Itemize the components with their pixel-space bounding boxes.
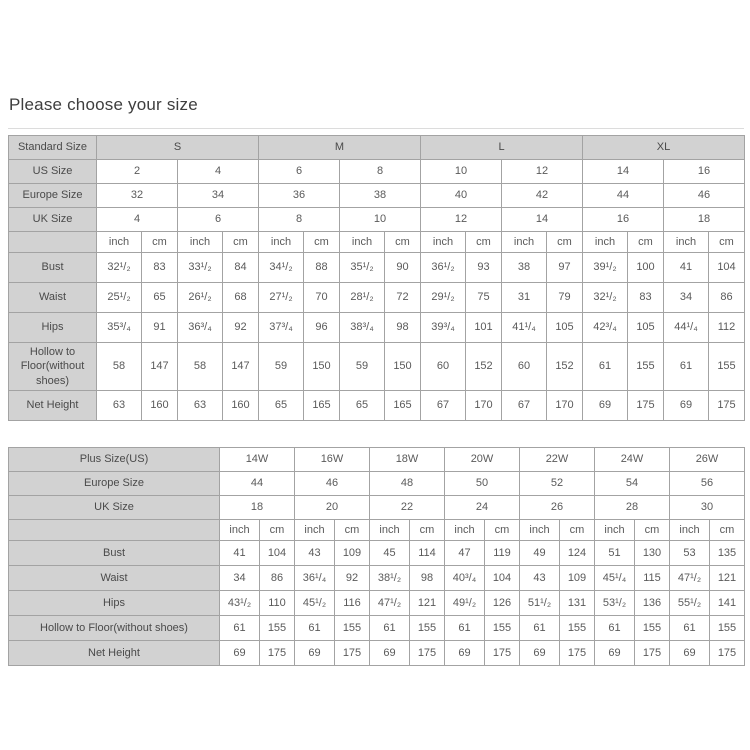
measure-value-cell: 68: [223, 283, 259, 313]
measure-value-cell: 59: [259, 343, 304, 391]
measure-value-cell: 35³/₄: [97, 313, 142, 343]
measure-value-cell: 109: [560, 565, 595, 590]
measure-value-cell: 42³/₄: [583, 313, 628, 343]
size-value-cell: 24: [445, 495, 520, 519]
size-value-cell: 16: [664, 160, 745, 184]
measure-value-cell: 155: [335, 615, 370, 640]
measure-value-cell: 59: [340, 343, 385, 391]
measure-value-cell: 88: [304, 253, 340, 283]
measure-value-cell: 155: [709, 343, 745, 391]
size-value-cell: 16W: [295, 447, 370, 471]
size-value-cell: 22W: [520, 447, 595, 471]
measure-value-cell: 65: [259, 390, 304, 420]
measure-value-cell: 90: [385, 253, 421, 283]
measure-value-cell: 69: [670, 640, 710, 665]
row-label-cell: Net Height: [9, 640, 220, 665]
size-value-cell: 24W: [595, 447, 670, 471]
size-value-cell: 6: [178, 208, 259, 232]
size-value-cell: 8: [340, 160, 421, 184]
measure-value-cell: 104: [709, 253, 745, 283]
size-value-cell: 10: [421, 160, 502, 184]
size-value-cell: 18W: [370, 447, 445, 471]
measure-value-cell: 147: [142, 343, 178, 391]
measure-value-cell: 165: [385, 390, 421, 420]
size-value-cell: 32: [97, 184, 178, 208]
size-value-cell: 14: [583, 160, 664, 184]
measure-value-cell: 45¹/₂: [295, 590, 335, 615]
unit-header-cell: cm: [335, 519, 370, 540]
measure-value-cell: 61: [370, 615, 410, 640]
measure-value-cell: 175: [260, 640, 295, 665]
measure-value-cell: 83: [142, 253, 178, 283]
measure-value-cell: 175: [485, 640, 520, 665]
unit-header-cell: inch: [520, 519, 560, 540]
measure-value-cell: 150: [304, 343, 340, 391]
measure-value-cell: 104: [485, 565, 520, 590]
measure-value-cell: 41¹/₄: [502, 313, 547, 343]
measure-value-cell: 36¹/₄: [295, 565, 335, 590]
measure-value-cell: 75: [466, 283, 502, 313]
measure-value-cell: 136: [635, 590, 670, 615]
unit-header-cell: inch: [220, 519, 260, 540]
unit-header-cell: cm: [260, 519, 295, 540]
measure-value-cell: 55¹/₂: [670, 590, 710, 615]
row-label-cell: Hips: [9, 590, 220, 615]
measure-value-cell: 100: [628, 253, 664, 283]
size-value-cell: 46: [664, 184, 745, 208]
size-value-cell: 56: [670, 471, 745, 495]
row-label-cell: Bust: [9, 540, 220, 565]
measure-value-cell: 155: [628, 343, 664, 391]
size-value-cell: 44: [583, 184, 664, 208]
measure-value-cell: 60: [502, 343, 547, 391]
measure-value-cell: 53: [670, 540, 710, 565]
measure-value-cell: 45: [370, 540, 410, 565]
measure-value-cell: 61: [445, 615, 485, 640]
measure-value-cell: 175: [560, 640, 595, 665]
unit-header-cell: cm: [410, 519, 445, 540]
size-value-cell: 18: [664, 208, 745, 232]
size-group-cell: XL: [583, 136, 745, 160]
measure-value-cell: 150: [385, 343, 421, 391]
row-label-cell: Europe Size: [9, 184, 97, 208]
measure-value-cell: 61: [664, 343, 709, 391]
size-value-cell: 34: [178, 184, 259, 208]
unit-header-cell: inch: [421, 232, 466, 253]
size-value-cell: 30: [670, 495, 745, 519]
measure-value-cell: 98: [385, 313, 421, 343]
measure-value-cell: 49¹/₂: [445, 590, 485, 615]
size-value-cell: 48: [370, 471, 445, 495]
measure-value-cell: 36¹/₂: [421, 253, 466, 283]
measure-value-cell: 86: [260, 565, 295, 590]
unit-header-cell: cm: [223, 232, 259, 253]
measure-value-cell: 69: [295, 640, 335, 665]
size-group-cell: L: [421, 136, 583, 160]
measure-value-cell: 47¹/₂: [370, 590, 410, 615]
size-value-cell: 36: [259, 184, 340, 208]
measure-value-cell: 61: [220, 615, 260, 640]
measure-value-cell: 61: [520, 615, 560, 640]
measure-value-cell: 105: [628, 313, 664, 343]
size-value-cell: 44: [220, 471, 295, 495]
row-label-cell: Hollow to Floor(without shoes): [9, 343, 97, 391]
measure-value-cell: 175: [410, 640, 445, 665]
measure-value-cell: 38: [502, 253, 547, 283]
measure-value-cell: 147: [223, 343, 259, 391]
measure-value-cell: 86: [709, 283, 745, 313]
measure-value-cell: 110: [260, 590, 295, 615]
measure-value-cell: 98: [410, 565, 445, 590]
unit-header-cell: cm: [304, 232, 340, 253]
measure-value-cell: 112: [709, 313, 745, 343]
measure-value-cell: 97: [547, 253, 583, 283]
measure-value-cell: 61: [670, 615, 710, 640]
unit-header-cell: inch: [583, 232, 628, 253]
measure-value-cell: 155: [485, 615, 520, 640]
row-label-cell: [9, 519, 220, 540]
measure-value-cell: 65: [340, 390, 385, 420]
unit-header-cell: inch: [295, 519, 335, 540]
row-label-cell: Waist: [9, 283, 97, 313]
measure-value-cell: 31: [502, 283, 547, 313]
measure-value-cell: 69: [445, 640, 485, 665]
unit-header-cell: inch: [340, 232, 385, 253]
size-value-cell: 2: [97, 160, 178, 184]
measure-value-cell: 63: [97, 390, 142, 420]
measure-value-cell: 26¹/₂: [178, 283, 223, 313]
measure-value-cell: 155: [560, 615, 595, 640]
measure-value-cell: 135: [710, 540, 745, 565]
measure-value-cell: 39³/₄: [421, 313, 466, 343]
measure-value-cell: 131: [560, 590, 595, 615]
unit-header-cell: cm: [635, 519, 670, 540]
measure-value-cell: 155: [635, 615, 670, 640]
size-value-cell: 40: [421, 184, 502, 208]
measure-value-cell: 152: [466, 343, 502, 391]
row-label-cell: Hips: [9, 313, 97, 343]
row-label-cell: Hollow to Floor(without shoes): [9, 615, 220, 640]
measure-value-cell: 32¹/₂: [583, 283, 628, 313]
measure-value-cell: 51¹/₂: [520, 590, 560, 615]
size-group-cell: M: [259, 136, 421, 160]
row-label-cell: UK Size: [9, 495, 220, 519]
size-value-cell: 12: [421, 208, 502, 232]
measure-value-cell: 126: [485, 590, 520, 615]
unit-header-cell: inch: [664, 232, 709, 253]
size-value-cell: 8: [259, 208, 340, 232]
measure-value-cell: 175: [709, 390, 745, 420]
measure-value-cell: 170: [547, 390, 583, 420]
measure-value-cell: 33¹/₂: [178, 253, 223, 283]
unit-header-cell: inch: [595, 519, 635, 540]
size-value-cell: 10: [340, 208, 421, 232]
measure-value-cell: 61: [595, 615, 635, 640]
measure-value-cell: 69: [583, 390, 628, 420]
measure-value-cell: 175: [335, 640, 370, 665]
measure-value-cell: 160: [223, 390, 259, 420]
unit-header-cell: inch: [670, 519, 710, 540]
measure-value-cell: 155: [710, 615, 745, 640]
size-group-cell: S: [97, 136, 259, 160]
size-value-cell: 42: [502, 184, 583, 208]
measure-value-cell: 43¹/₂: [220, 590, 260, 615]
measure-value-cell: 175: [628, 390, 664, 420]
measure-value-cell: 58: [97, 343, 142, 391]
unit-header-cell: cm: [466, 232, 502, 253]
unit-header-cell: cm: [547, 232, 583, 253]
measure-value-cell: 27¹/₂: [259, 283, 304, 313]
row-label-cell: [9, 232, 97, 253]
measure-value-cell: 41: [664, 253, 709, 283]
measure-value-cell: 72: [385, 283, 421, 313]
row-label-cell: Bust: [9, 253, 97, 283]
measure-value-cell: 84: [223, 253, 259, 283]
size-value-cell: 4: [178, 160, 259, 184]
size-value-cell: 14W: [220, 447, 295, 471]
measure-value-cell: 121: [710, 565, 745, 590]
size-value-cell: 16: [583, 208, 664, 232]
size-value-cell: 38: [340, 184, 421, 208]
measure-value-cell: 155: [410, 615, 445, 640]
size-value-cell: 20: [295, 495, 370, 519]
measure-value-cell: 69: [664, 390, 709, 420]
measure-value-cell: 41: [220, 540, 260, 565]
size-value-cell: 46: [295, 471, 370, 495]
size-value-cell: 14: [502, 208, 583, 232]
measure-value-cell: 58: [178, 343, 223, 391]
measure-value-cell: 38³/₄: [340, 313, 385, 343]
measure-value-cell: 67: [421, 390, 466, 420]
measure-value-cell: 35¹/₂: [340, 253, 385, 283]
measure-value-cell: 96: [304, 313, 340, 343]
measure-value-cell: 130: [635, 540, 670, 565]
measure-value-cell: 44¹/₄: [664, 313, 709, 343]
corner-label-cell: Standard Size: [9, 136, 97, 160]
measure-value-cell: 63: [178, 390, 223, 420]
measure-value-cell: 34¹/₂: [259, 253, 304, 283]
row-label-cell: Plus Size(US): [9, 447, 220, 471]
measure-value-cell: 155: [260, 615, 295, 640]
measure-value-cell: 152: [547, 343, 583, 391]
measure-value-cell: 51: [595, 540, 635, 565]
size-value-cell: 12: [502, 160, 583, 184]
measure-value-cell: 28¹/₂: [340, 283, 385, 313]
measure-value-cell: 141: [710, 590, 745, 615]
measure-value-cell: 49: [520, 540, 560, 565]
unit-header-cell: cm: [709, 232, 745, 253]
unit-header-cell: cm: [142, 232, 178, 253]
size-value-cell: 26: [520, 495, 595, 519]
measure-value-cell: 114: [410, 540, 445, 565]
measure-value-cell: 61: [295, 615, 335, 640]
unit-header-cell: inch: [370, 519, 410, 540]
measure-value-cell: 119: [485, 540, 520, 565]
title-divider: [8, 128, 744, 129]
measure-value-cell: 60: [421, 343, 466, 391]
size-value-cell: 6: [259, 160, 340, 184]
size-value-cell: 50: [445, 471, 520, 495]
measure-value-cell: 101: [466, 313, 502, 343]
row-label-cell: UK Size: [9, 208, 97, 232]
measure-value-cell: 65: [142, 283, 178, 313]
page-title: Please choose your size: [9, 95, 198, 114]
measure-value-cell: 37³/₄: [259, 313, 304, 343]
measure-value-cell: 40³/₄: [445, 565, 485, 590]
measure-value-cell: 92: [223, 313, 259, 343]
measure-value-cell: 109: [335, 540, 370, 565]
measure-value-cell: 170: [466, 390, 502, 420]
measure-value-cell: 53¹/₂: [595, 590, 635, 615]
size-value-cell: 26W: [670, 447, 745, 471]
measure-value-cell: 83: [628, 283, 664, 313]
measure-value-cell: 70: [304, 283, 340, 313]
size-value-cell: 54: [595, 471, 670, 495]
measure-value-cell: 34: [220, 565, 260, 590]
measure-value-cell: 69: [370, 640, 410, 665]
plus-size-table: [8, 447, 745, 666]
measure-value-cell: 29¹/₂: [421, 283, 466, 313]
measure-value-cell: 69: [595, 640, 635, 665]
unit-header-cell: inch: [502, 232, 547, 253]
unit-header-cell: inch: [178, 232, 223, 253]
measure-value-cell: 79: [547, 283, 583, 313]
measure-value-cell: 69: [220, 640, 260, 665]
size-value-cell: 18: [220, 495, 295, 519]
measure-value-cell: 43: [520, 565, 560, 590]
measure-value-cell: 124: [560, 540, 595, 565]
measure-value-cell: 69: [520, 640, 560, 665]
measure-value-cell: 45¹/₄: [595, 565, 635, 590]
measure-value-cell: 25¹/₂: [97, 283, 142, 313]
size-value-cell: 52: [520, 471, 595, 495]
measure-value-cell: 115: [635, 565, 670, 590]
measure-value-cell: 67: [502, 390, 547, 420]
measure-value-cell: 91: [142, 313, 178, 343]
unit-header-cell: inch: [445, 519, 485, 540]
measure-value-cell: 160: [142, 390, 178, 420]
measure-value-cell: 93: [466, 253, 502, 283]
unit-header-cell: cm: [560, 519, 595, 540]
standard-size-table: [8, 135, 745, 421]
unit-header-cell: cm: [710, 519, 745, 540]
size-value-cell: 4: [97, 208, 178, 232]
unit-header-cell: cm: [385, 232, 421, 253]
measure-value-cell: 104: [260, 540, 295, 565]
size-value-cell: 28: [595, 495, 670, 519]
measure-value-cell: 61: [583, 343, 628, 391]
row-label-cell: Waist: [9, 565, 220, 590]
unit-header-cell: inch: [97, 232, 142, 253]
row-label-cell: Net Height: [9, 390, 97, 420]
measure-value-cell: 38¹/₂: [370, 565, 410, 590]
unit-header-cell: inch: [259, 232, 304, 253]
measure-value-cell: 105: [547, 313, 583, 343]
measure-value-cell: 47: [445, 540, 485, 565]
measure-value-cell: 43: [295, 540, 335, 565]
measure-value-cell: 121: [410, 590, 445, 615]
measure-value-cell: 175: [635, 640, 670, 665]
measure-value-cell: 39¹/₂: [583, 253, 628, 283]
size-value-cell: 20W: [445, 447, 520, 471]
measure-value-cell: 32¹/₂: [97, 253, 142, 283]
measure-value-cell: 34: [664, 283, 709, 313]
size-value-cell: 22: [370, 495, 445, 519]
row-label-cell: US Size: [9, 160, 97, 184]
measure-value-cell: 116: [335, 590, 370, 615]
measure-value-cell: 165: [304, 390, 340, 420]
measure-value-cell: 175: [710, 640, 745, 665]
unit-header-cell: cm: [628, 232, 664, 253]
measure-value-cell: 47¹/₂: [670, 565, 710, 590]
measure-value-cell: 92: [335, 565, 370, 590]
measure-value-cell: 36³/₄: [178, 313, 223, 343]
unit-header-cell: cm: [485, 519, 520, 540]
row-label-cell: Europe Size: [9, 471, 220, 495]
